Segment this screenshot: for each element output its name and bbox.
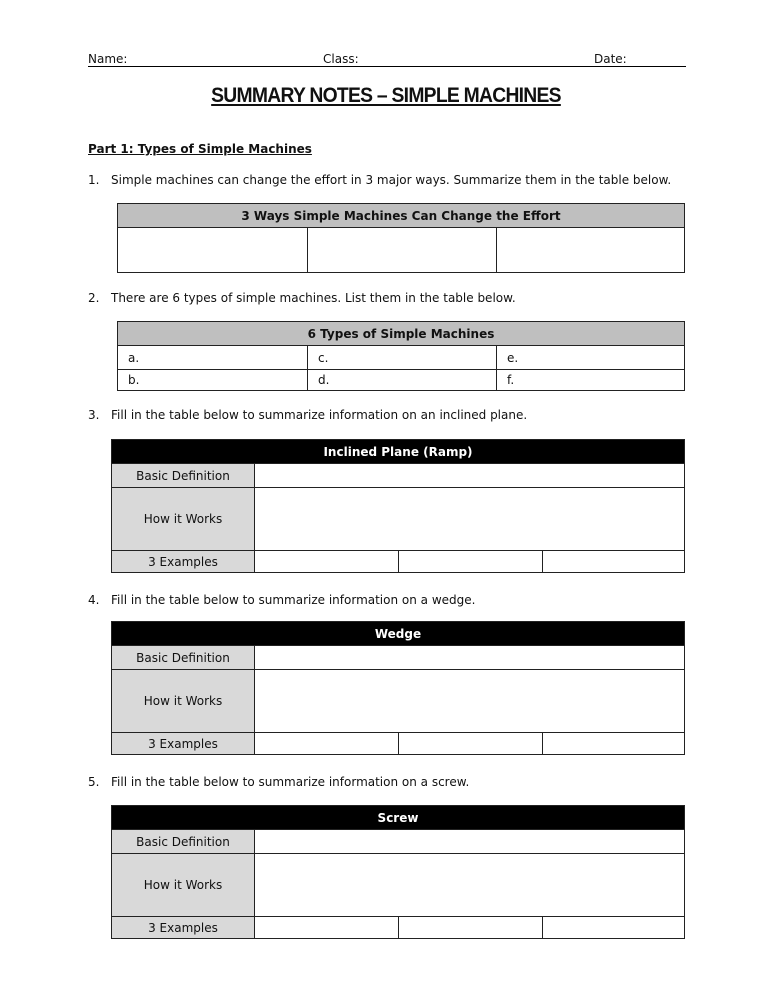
inclined-plane-definition-cell[interactable] — [255, 464, 685, 488]
wedge-example-1[interactable] — [255, 733, 399, 755]
basic-definition-label: Basic Definition — [112, 830, 255, 854]
wedge-example-2[interactable] — [399, 733, 543, 755]
machine-type-b[interactable]: b. — [118, 370, 308, 391]
wedge-how-cell[interactable] — [255, 670, 685, 733]
how-it-works-label: How it Works — [112, 854, 255, 917]
machine-types-title: 6 Types of Simple Machines — [118, 322, 685, 346]
name-label: Name: — [88, 52, 128, 66]
screw-example-1[interactable] — [255, 917, 399, 939]
inclined-plane-table — [111, 439, 685, 573]
question-3-number: 3. — [88, 408, 100, 422]
question-5-text: Fill in the table below to summarize information on a screw. — [111, 775, 470, 789]
inclined-plane-title: Inclined Plane (Ramp) — [112, 440, 685, 464]
machine-type-f[interactable]: f. — [497, 370, 685, 391]
screw-how-cell[interactable] — [255, 854, 685, 917]
part1-heading: Part 1: Types of Simple Machines — [88, 142, 312, 156]
screw-table — [111, 805, 685, 939]
effort-ways-table — [117, 203, 685, 273]
wedge-definition-cell[interactable] — [255, 646, 685, 670]
wedge-title: Wedge — [112, 622, 685, 646]
effort-way-cell-1[interactable] — [118, 228, 308, 273]
question-1-text: Simple machines can change the effort in 3 major ways. Summarize them in the table below. — [111, 173, 672, 187]
wedge-example-3[interactable] — [543, 733, 685, 755]
header-underline — [88, 66, 686, 67]
question-1-number: 1. — [88, 173, 100, 187]
machine-type-c[interactable]: c. — [308, 346, 497, 370]
question-3-text: Fill in the table below to summarize information on an inclined plane. — [111, 408, 528, 422]
inclined-plane-how-cell[interactable] — [255, 488, 685, 551]
question-2-text: There are 6 types of simple machines. List them in the table below. — [111, 291, 516, 305]
question-2-number: 2. — [88, 291, 100, 305]
how-it-works-label: How it Works — [112, 488, 255, 551]
effort-ways-title: 3 Ways Simple Machines Can Change the Effort — [118, 204, 685, 228]
examples-label: 3 Examples — [112, 917, 255, 939]
effort-way-cell-3[interactable] — [497, 228, 685, 273]
machine-type-e[interactable]: e. — [497, 346, 685, 370]
effort-way-cell-2[interactable] — [308, 228, 497, 273]
screw-example-2[interactable] — [399, 917, 543, 939]
machine-type-d[interactable]: d. — [308, 370, 497, 391]
examples-label: 3 Examples — [112, 551, 255, 573]
basic-definition-label: Basic Definition — [112, 464, 255, 488]
class-label: Class: — [323, 52, 359, 66]
question-5-number: 5. — [88, 775, 100, 789]
question-4-text: Fill in the table below to summarize information on a wedge. — [111, 593, 476, 607]
inclined-plane-example-1[interactable] — [255, 551, 399, 573]
screw-example-3[interactable] — [543, 917, 685, 939]
inclined-plane-example-3[interactable] — [543, 551, 685, 573]
screw-title: Screw — [112, 806, 685, 830]
page-title: SUMMARY NOTES – SIMPLE MACHINES — [211, 84, 561, 107]
inclined-plane-example-2[interactable] — [399, 551, 543, 573]
date-label: Date: — [594, 52, 627, 66]
screw-definition-cell[interactable] — [255, 830, 685, 854]
wedge-table — [111, 621, 685, 755]
basic-definition-label: Basic Definition — [112, 646, 255, 670]
machine-types-table — [117, 321, 685, 391]
examples-label: 3 Examples — [112, 733, 255, 755]
question-4-number: 4. — [88, 593, 100, 607]
how-it-works-label: How it Works — [112, 670, 255, 733]
machine-type-a[interactable]: a. — [118, 346, 308, 370]
